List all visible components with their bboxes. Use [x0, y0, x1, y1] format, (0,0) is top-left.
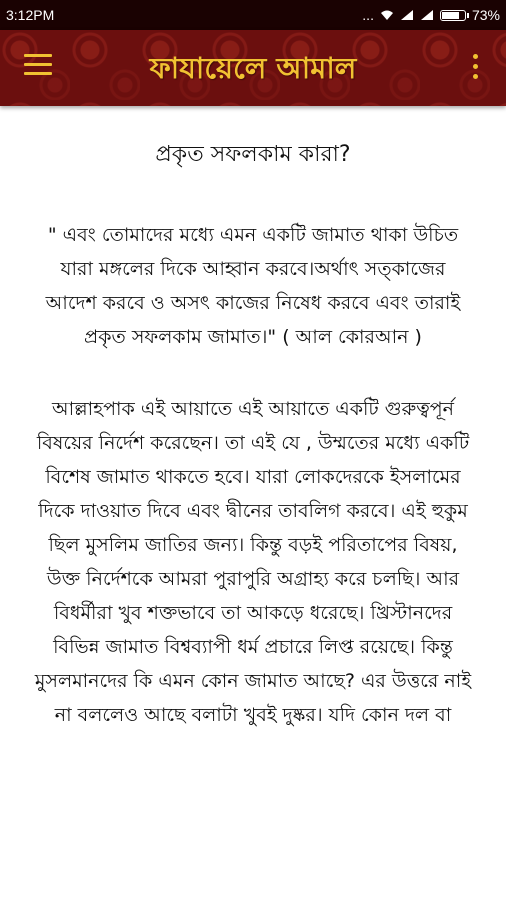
signal-icon-2	[420, 9, 434, 21]
article-quote: " এবং তোমাদের মধ্যে এমন একটি জামাত থাকা উচিত যারা মঙ্গলের দিকে আহ্বান করবে।অর্থাৎ সত্কাজের আদেশ করবে ও অসৎ কাজের নিষেধ করবে এবং তারাই প্রকৃত সফলকাম জামাত।" ( আল কোরআন )	[45, 224, 461, 348]
wifi-icon	[380, 9, 394, 21]
battery-percent: 73%	[471, 7, 500, 23]
article-title: প্রকৃত সফলকাম কারা?	[155, 142, 351, 167]
app-bar	[0, 30, 506, 106]
article-content[interactable]	[0, 106, 506, 900]
app-title: ফাযায়েলে আমাল	[149, 51, 357, 85]
status-bar	[0, 0, 506, 30]
signal-icon	[400, 9, 414, 21]
status-icons	[362, 7, 500, 23]
article-paragraph: আল্লাহপাক এই আয়াতে এই আয়াতে একটি গুরুত্বপূর্ন বিষয়ের নির্দেশ করেছেন। তা এই যে , উম্মতের মধ্যে একটি বিশেষ জামাত থাকতে হবে। যারা লোকদেরকে ইসলামের দিকে দাওয়াত দিবে এবং দ্বীনের তাবলিগ করবে। এই হুকুম ছিল মুসলিম জাতির জন্য। কিন্তু বড়ই পরিতাপের বিষয়, উক্ত নির্দেশকে আমরা পুরাপুরি অগ্রাহ্য করে চলছি। আর বিধর্মীরা খুব শক্তভাবে তা আকড়ে ধরেছে। খ্রিস্টানদের বিভিন্ন জামাত বিশ্বব্যাপী ধর্ম প্রচারে লিপ্ত রয়েছে। কিন্তু মুসলমানদের কি এমন কোন জামাত আছে? এর উত্তরে নাই না বললেও আছে বলাটা খুবই দুষ্কর। যদি কোন দল বা	[34, 398, 472, 726]
notification-dots-icon: ...	[362, 7, 374, 23]
status-time: 3:12PM	[6, 7, 55, 23]
battery-icon	[440, 10, 466, 21]
hamburger-icon[interactable]	[24, 54, 54, 80]
more-vert-icon[interactable]	[470, 54, 480, 84]
